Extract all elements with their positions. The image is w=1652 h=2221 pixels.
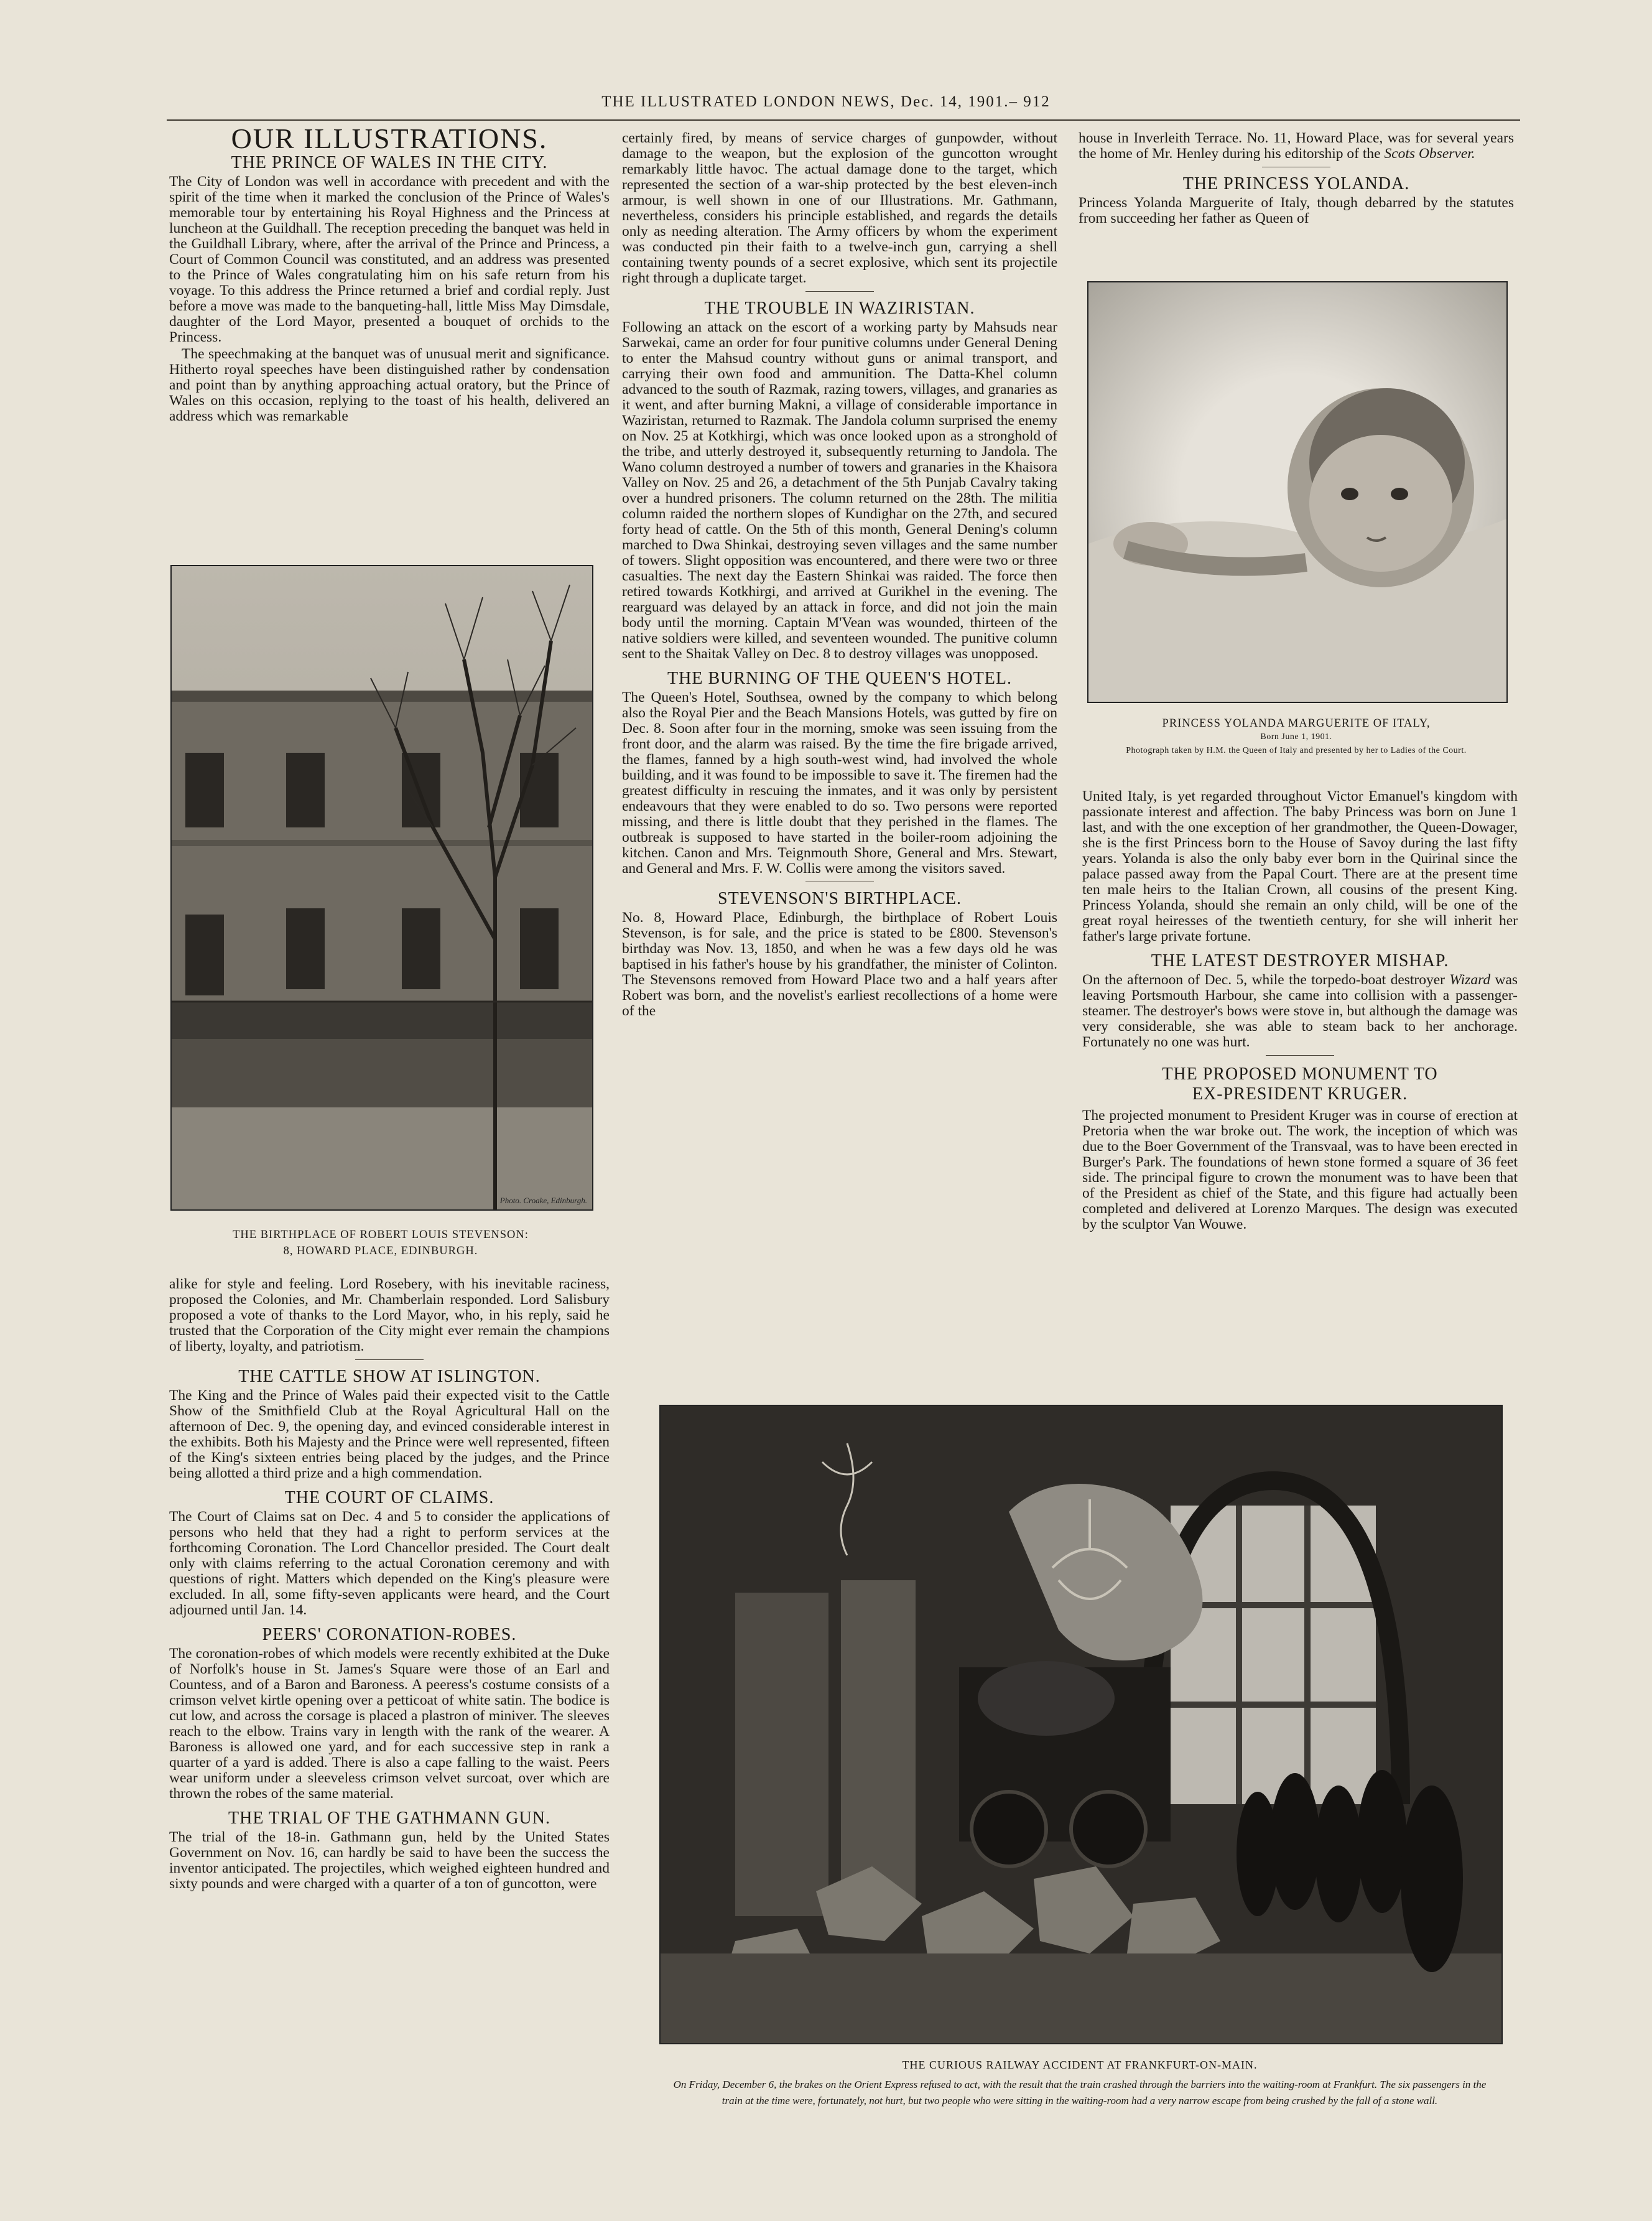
paragraph — [1082, 972, 1518, 1050]
caption-line: Born June 1, 1901. — [1260, 732, 1332, 742]
heading-prince-of-wales: THE PRINCE OF WALES IN THE CITY. — [231, 153, 548, 172]
caption-title: THE CURIOUS RAILWAY ACCIDENT AT FRANKFURT-ON-MAIN. — [902, 2059, 1258, 2071]
heading-peers-robes: PEERS' CORONATION-ROBES. — [262, 1625, 517, 1644]
paragraph: certainly fired, by means of service charges of gunpowder, without damage to the weapon, but the explosion of the guncotton wrought remarkably little havoc. The actual damage done to the target, which represented the section of a war-ship protected by the best eleven-inch armour, is well shown in one of our Illustrations. Mr. Gathmann, nevertheless, considers his principle established, and regards the details only as needing alteration. The Army officers by whom the experiment was conducted pin their faith to a twelve-inch gun, carrying a shell containing twenty pounds of a secret explosive, which sent its projectile right through a duplicate target. — [622, 130, 1057, 286]
stevenson-birthplace-photo — [170, 565, 593, 1211]
heading-cattle-show: THE CATTLE SHOW AT ISLINGTON. — [238, 1367, 541, 1386]
running-header: THE ILLUSTRATED LONDON NEWS, Dec. 14, 1901.– 912 — [601, 93, 1051, 110]
train-crash-illustration — [661, 1406, 1501, 2043]
paragraph: The King and the Prince of Wales paid their expected visit to the Cattle Show of the Smithfield Club at the Royal Agricultural Hall on the afternoon of Dec. 9, the opening day, and evinced considerable interest in the exhibits. Both his Majesty and the Prince were well represented, fifteen of the King's sixteen entries being placed by the judges, and the Prince being allotted a third prize and a high commendation. — [169, 1387, 610, 1481]
heading-court-of-claims: THE COURT OF CLAIMS. — [284, 1488, 494, 1507]
column-2 — [622, 131, 1057, 1020]
paragraph — [1079, 131, 1514, 162]
ship-name: Wizard — [1449, 972, 1491, 988]
caption-line: Photograph taken by H.M. the Queen of Italy and presented by her to Ladies of the Court. — [1126, 746, 1467, 755]
railway-photo-caption — [659, 2057, 1500, 2109]
text-run: On the afternoon of Dec. 5, while the torpedo-boat destroyer — [1082, 972, 1446, 988]
paragraph: The coronation-robes of which models were recently exhibited at the Duke of Norfolk's house in St. James's Square were those of an Earl and Countess, and of a Baron and Baroness. A peeress's costume consists of a crimson velvet kirtle opening over a petticoat of white satin. The bodice is cut low, and across the corsage is placed a plastron of miniver. The sleeves reach to the elbow. Trains vary in length with the rank of the wearer. A Baroness is allowed one yard, and for each successive step in rank a quarter of a yard is added. There is also a cape falling to the waist. Peers wear uniform under a sleeveless crimson velvet surcoat, over which are thrown the robes of the same material. — [169, 1646, 610, 1802]
paragraph: alike for style and feeling. Lord Rosebery, with his inevitable raciness, proposed the Colonies, and Mr. Chamberlain responded. Lord Salisbury proposed a vote of thanks to the Lord Mayor, who, in his reply, said he trusted that the Corporation of the City might ever remain the champions of liberty, loyalty, and patriotism. — [169, 1276, 610, 1354]
heading-gathmann-gun: THE TRIAL OF THE GATHMANN GUN. — [228, 1809, 550, 1828]
section-divider — [1266, 1055, 1334, 1056]
caption-line: 8, HOWARD PLACE, EDINBURGH. — [283, 1245, 478, 1257]
paragraph: No. 8, Howard Place, Edinburgh, the birthplace of Robert Louis Stevenson, is for sale, and the price is stated to be £800. Stevenson's birthday was Nov. 13, 1850, and when he was a few days old he was baptised in his father's house by his grandfather, the minister of Colinton. The Stevensons removed from Howard Place two and a half years after Robert was born, and the novelist's earliest recollections of a home were of the — [622, 910, 1057, 1019]
heading-line: THE PROPOSED MONUMENT TO — [1162, 1064, 1438, 1084]
heading-queens-hotel: THE BURNING OF THE QUEEN'S HOTEL. — [667, 669, 1012, 688]
caption-line: PRINCESS YOLANDA MARGUERITE OF ITALY, — [1162, 717, 1431, 730]
column-3-upper — [1079, 131, 1514, 228]
paragraph: The projected monument to President Kruger was in course of erection at Pretoria when the war broke out. The work, the inception of which was due to the Boer Government of the Transvaal, was to have been erected in Burger's Park. The foundations of hewn stone formed a square of 36 feet side. The principal figure to crown the monument was to have been that of the President as chief of the State, and this figure had actually been completed and delivered at Lorenzo Marques. The design was executed by the sculptor Van Wouwe. — [1082, 1107, 1518, 1232]
page-title: OUR ILLUSTRATIONS. — [231, 123, 548, 154]
caption-body: On Friday, December 6, the brakes on the Orient Express refused to act, with the result that the train crashed through the barriers into the waiting-room at Frankfurt. The six passengers in the train at the time were, fortunately, not hurt, but two people who were sitting in the waiting-room had a very narrow escape from being crushed by the fall of a stone wall. — [673, 2079, 1487, 2107]
caption-line: THE BIRTHPLACE OF ROBERT LOUIS STEVENSON: — [233, 1229, 529, 1241]
heading-line: EX-PRESIDENT KRUGER. — [1192, 1084, 1408, 1104]
column-1-lower — [169, 1277, 610, 1893]
stevenson-photo-caption — [169, 1227, 592, 1259]
text-run: house in Inverleith Terrace. No. 11, Howard Place, was for several years the home of Mr. Henley during his editorship of the — [1079, 130, 1514, 162]
paragraph: The City of London was well in accordance with precedent and with the spirit of the time when it marked the conclusion of the Prince of Wales's memorable tour by entertaining his Royal Highness and the Princess at luncheon at the Guildhall. The reception preceding the banquet was held in the Guildhall Library, where, after the arrival of the Prince and Princess, a Court of Common Council was constituted, and an address was presented to the Prince of Wales congratulating him on his safe return from his voyage. To this address the Prince returned a brief and cordial reply. Just before a move was made to the banqueting-hall, little Miss May Dimsdale, daughter of the Lord Mayor, presented a bouquet of orchids to the Princess. — [169, 174, 610, 345]
caption-text — [659, 2073, 1500, 2109]
railway-accident-photo — [659, 1405, 1503, 2044]
paragraph: Princess Yolanda Marguerite of Italy, though debarred by the statutes from succeeding her father as Queen of — [1079, 195, 1514, 226]
princess-yolanda-photo — [1087, 281, 1508, 703]
paragraph: Following an attack on the escort of a working party by Mahsuds near Sarwekai, came an order for four punitive columns under General Dening to enter the Mahsud country without guns or animal transport, and carrying their own food and ammunition. The Datta-Khel column advanced to the south of Razmak, razing towers, villages, and granaries as it went, and after burning Makni, a village of considerable importance in Waziristan, returned to Razmak. The Jandola column surprised the enemy on Nov. 25 at Kotkhirgi, which was once looked upon as a stronghold of the tribe, and utterly destroyed it, subsequently returning to Jandola. The Wano column destroyed a number of towers and granaries in the Khaisora Valley on Nov. 25 and 26, a detachment of the 5th Punjab Cavalry taking over a hundred prisoners. The column returned on the 28th. The militia column raided the northern slopes of Kundighar on the 27th, and secured forty head of cattle. On the 5th of this month, General Dening's column marched to Dwa Shinkai, destroying seven villages and the same number of towers. Slight opposition was encountered, and there were two or three casualties. The next day the Eastern Shinkai was raided. The force then retired towards Kotkhirgi, and arrived at Gurikhel in the evening. The rearguard was delayed by an attack in force, and did not join the main body until the morning. Captain M'Vean was wounded, thirteen of the native soldiers were killed, and seventeen wounded. The punitive column sent to the Shaitak Valley on Dec. 8 to destroy villages was unopposed. — [622, 319, 1057, 662]
paragraph: The speechmaking at the banquet was of unusual merit and significance. Hitherto royal speeches have been distinguished rather by condensation and point than by anything approaching actual oratory, but the Prince of Wales on this occasion, replying to the toast of his health, delivered an address which was remarkable — [169, 346, 610, 424]
paragraph: The trial of the 18-in. Gathmann gun, held by the United States Government on Nov. 16, can hardly be said to have been the success the inventor anticipated. The projectiles, which weighed eighteen hundred and sixty pounds and were charged with a quarter of a ton of guncotton, were — [169, 1829, 610, 1892]
paragraph: The Queen's Hotel, Southsea, owned by the company to which belong also the Royal Pier and the Beach Mansions Hotels, was gutted by fire on Dec. 8. Soon after four in the morning, smoke was seen issuing from the front door, and the alarm was raised. By the time the fire brigade arrived, the flames, fanned by a high south-west wind, had involved the whole building, and it was found to be impossible to save it. The firemen had the greatest difficulty in rescuing the inmates, and it was only by persistent endeavours that they were enabled to do so. Two persons were reported missing, and there is little doubt that they perished in the flames. The outbreak is supposed to have started in the boiler-room adjoining the kitchen. Canon and Mrs. Teignmouth Shore, General and Mrs. Stewart, and General and Mrs. F. W. Collis were among the visitors saved. — [622, 689, 1057, 877]
column-3-lower — [1082, 789, 1518, 1234]
heading-kruger-monument — [1082, 1064, 1518, 1104]
heading-stevenson-birthplace: STEVENSON'S BIRTHPLACE. — [718, 889, 962, 908]
photo-credit: Photo. Croake, Edinburgh. — [499, 1196, 587, 1205]
header-rule — [167, 119, 1520, 121]
heading-princess-yolanda: THE PRINCESS YOLANDA. — [1182, 174, 1410, 193]
baby-illustration — [1088, 282, 1506, 702]
section-divider — [805, 291, 874, 292]
text-run: was leaving Portsmouth Harbour, she came into collision with a passenger-steamer. The destroyer's bows were stove in, but although the damage was very considerable, she was able to steam back to her anchorage. Fortunately no one was hurt. — [1082, 972, 1518, 1050]
yolanda-photo-caption — [1081, 715, 1511, 757]
house-illustration — [172, 566, 592, 1209]
section-divider — [355, 1359, 424, 1360]
heading-destroyer-mishap: THE LATEST DESTROYER MISHAP. — [1151, 951, 1449, 971]
paragraph: United Italy, is yet regarded throughout Victor Emanuel's kingdom with passionate interest and affection. The baby Princess was born on June 1 last, and with the one exception of her grandmother, the Queen-Dowager, she is the first Princess born to the House of Savoy during the last fifty years. Yolanda is also the only baby ever born in the Quirinal since the palace passed away from the Papal Court. There are at the present time ten male heirs to the Italian Crown, all cousins of the present King. Princess Yolanda, should she remain an only child, will be one of the great royal heiresses of the twentieth century, for she will inherit her father's large private fortune. — [1082, 788, 1518, 944]
column-1-upper — [169, 123, 610, 426]
heading-waziristan: THE TROUBLE IN WAZIRISTAN. — [704, 299, 975, 318]
paragraph: The Court of Claims sat on Dec. 4 and 5 to consider the applications of persons who held that they had a right to perform services at the forthcoming Coronation. The Lord Chancellor presided. The Court dealt only with claims referring to the actual Coronation ceremony and with questions of right. Matters which depended on the King's pleasure were excluded. In all, some fifty-seven applicants were heard, and the Court adjourned until Jan. 14. — [169, 1509, 610, 1618]
publication-title: Scots Observer. — [1384, 146, 1475, 162]
